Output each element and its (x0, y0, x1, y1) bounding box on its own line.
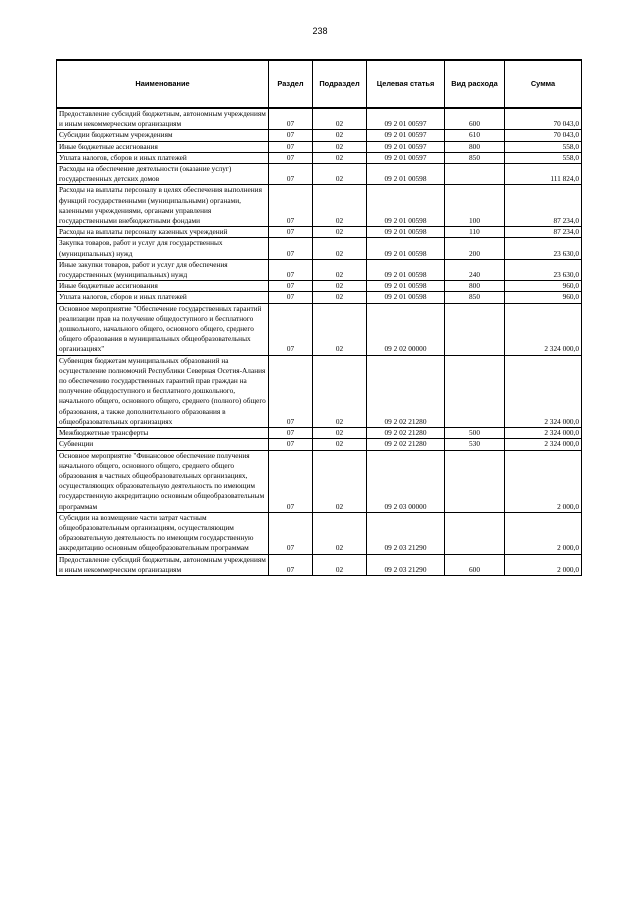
cell-target-article: 09 2 01 00598 (367, 281, 445, 292)
cell-section: 07 (269, 450, 313, 512)
header-expense-kind: Вид расхода (445, 60, 505, 108)
cell-subsection: 02 (313, 185, 367, 227)
cell-name: Субсидии на возмещение части затрат частным общеобразовательным организациям, осуществляющим образовательную деятельность по имеющим государственную аккредитацию основным общеобразовательным программам (57, 512, 269, 554)
cell-target-article: 09 2 03 00000 (367, 450, 445, 512)
table-row (57, 554, 582, 575)
cell-target-article: 09 2 01 00597 (367, 108, 445, 130)
cell-subsection: 02 (313, 281, 367, 292)
cell-subsection: 02 (313, 152, 367, 163)
header-sum: Сумма (505, 60, 582, 108)
table-row (57, 130, 582, 141)
header-name: Наименование (57, 60, 269, 108)
cell-subsection: 02 (313, 439, 367, 450)
cell-sum: 23 630,0 (505, 238, 582, 259)
cell-sum: 111 824,0 (505, 164, 582, 185)
cell-target-article: 09 2 01 00598 (367, 292, 445, 303)
budget-table (56, 59, 582, 576)
cell-section: 07 (269, 130, 313, 141)
cell-subsection: 02 (313, 259, 367, 280)
cell-subsection: 02 (313, 292, 367, 303)
cell-target-article: 09 2 03 21290 (367, 554, 445, 575)
cell-section: 07 (269, 259, 313, 280)
table-row (57, 141, 582, 152)
table-row (57, 227, 582, 238)
cell-section: 07 (269, 152, 313, 163)
cell-sum: 558,0 (505, 141, 582, 152)
cell-target-article: 09 2 03 21290 (367, 512, 445, 554)
header-section: Раздел (269, 60, 313, 108)
cell-name: Расходы на выплаты персоналу в целях обеспечения выполнения функций государственными (муниципальными) органами, казенными учреждениями, органами управления государственными внебюджетными фондами (57, 185, 269, 227)
cell-name: Предоставление субсидий бюджетным, автономным учреждениям и иным некоммерческим организациям (57, 108, 269, 130)
cell-name: Уплата налогов, сборов и иных платежей (57, 152, 269, 163)
cell-section: 07 (269, 554, 313, 575)
cell-sum: 2 324 000,0 (505, 428, 582, 439)
cell-expense-kind: 110 (445, 227, 505, 238)
cell-sum: 70 043,0 (505, 108, 582, 130)
cell-expense-kind: 600 (445, 554, 505, 575)
cell-sum: 87 234,0 (505, 227, 582, 238)
cell-sum: 960,0 (505, 281, 582, 292)
cell-subsection: 02 (313, 141, 367, 152)
cell-subsection: 02 (313, 238, 367, 259)
table-row (57, 292, 582, 303)
table-row (57, 108, 582, 130)
cell-expense-kind: 800 (445, 141, 505, 152)
cell-sum: 960,0 (505, 292, 582, 303)
cell-section: 07 (269, 439, 313, 450)
cell-name: Основное мероприятие "Финансовое обеспечение получения начального общего, основного общего, среднего общего образования в частных общеобразовательных организациях, осуществляющих образовательную деятельность по имеющим государственную аккредитацию основным общеобразовательным программам (57, 450, 269, 512)
cell-target-article: 09 2 01 00598 (367, 164, 445, 185)
cell-expense-kind (445, 355, 505, 427)
table-row (57, 238, 582, 259)
cell-section: 07 (269, 108, 313, 130)
cell-target-article: 09 2 01 00598 (367, 185, 445, 227)
table-row (57, 281, 582, 292)
table-row (57, 439, 582, 450)
cell-expense-kind: 530 (445, 439, 505, 450)
cell-target-article: 09 2 02 21280 (367, 355, 445, 427)
cell-sum: 23 630,0 (505, 259, 582, 280)
cell-subsection: 02 (313, 428, 367, 439)
cell-subsection: 02 (313, 164, 367, 185)
cell-target-article: 09 2 02 00000 (367, 303, 445, 355)
cell-name: Субвенции (57, 439, 269, 450)
cell-subsection: 02 (313, 227, 367, 238)
cell-name: Межбюджетные трансферты (57, 428, 269, 439)
cell-subsection: 02 (313, 303, 367, 355)
cell-name: Расходы на выплаты персоналу казенных учреждений (57, 227, 269, 238)
cell-target-article: 09 2 01 00597 (367, 152, 445, 163)
cell-sum: 87 234,0 (505, 185, 582, 227)
cell-sum: 2 000,0 (505, 450, 582, 512)
cell-expense-kind: 500 (445, 428, 505, 439)
cell-name: Субсидии бюджетным учреждениям (57, 130, 269, 141)
cell-section: 07 (269, 238, 313, 259)
cell-expense-kind: 800 (445, 281, 505, 292)
table-header-row (57, 60, 582, 108)
cell-name: Иные закупки товаров, работ и услуг для обеспечения государственных (муниципальных) нужд (57, 259, 269, 280)
cell-target-article: 09 2 01 00598 (367, 227, 445, 238)
cell-expense-kind: 240 (445, 259, 505, 280)
cell-expense-kind: 610 (445, 130, 505, 141)
table-row (57, 259, 582, 280)
cell-name: Иные бюджетные ассигнования (57, 141, 269, 152)
table-row (57, 152, 582, 163)
cell-sum: 2 324 000,0 (505, 439, 582, 450)
cell-name: Субвенция бюджетам муниципальных образований на осуществление полномочий Республики Северная Осетия-Алания по обеспечению государственных гарантий прав граждан на получение общедоступного и бесплатного дошкольного, начального общего, основного общего, среднего (полного) общего образования, а также дополнительного образования в общеобразовательных организациях (57, 355, 269, 427)
cell-section: 07 (269, 512, 313, 554)
table-row (57, 450, 582, 512)
cell-subsection: 02 (313, 355, 367, 427)
cell-sum: 2 000,0 (505, 554, 582, 575)
cell-name: Основное мероприятие "Обеспечение государственных гарантий реализации прав на получение общедоступного и бесплатного дошкольного, начального общего, основного общего, среднего общего образования в муниципальных общеобразовательных организациях" (57, 303, 269, 355)
cell-section: 07 (269, 303, 313, 355)
cell-target-article: 09 2 02 21280 (367, 439, 445, 450)
cell-sum: 2 324 000,0 (505, 355, 582, 427)
cell-section: 07 (269, 185, 313, 227)
cell-section: 07 (269, 281, 313, 292)
cell-name: Уплата налогов, сборов и иных платежей (57, 292, 269, 303)
cell-expense-kind: 850 (445, 152, 505, 163)
cell-section: 07 (269, 292, 313, 303)
cell-section: 07 (269, 164, 313, 185)
cell-subsection: 02 (313, 450, 367, 512)
table-row (57, 185, 582, 227)
cell-expense-kind: 850 (445, 292, 505, 303)
header-subsection: Подраздел (313, 60, 367, 108)
table-row (57, 355, 582, 427)
cell-expense-kind (445, 303, 505, 355)
cell-expense-kind: 600 (445, 108, 505, 130)
cell-subsection: 02 (313, 554, 367, 575)
cell-target-article: 09 2 01 00597 (367, 130, 445, 141)
table-row (57, 512, 582, 554)
table-row (57, 428, 582, 439)
cell-subsection: 02 (313, 108, 367, 130)
cell-subsection: 02 (313, 130, 367, 141)
cell-sum: 2 000,0 (505, 512, 582, 554)
cell-sum: 2 324 000,0 (505, 303, 582, 355)
cell-expense-kind (445, 450, 505, 512)
cell-name: Закупка товаров, работ и услуг для государственных (муниципальных) нужд (57, 238, 269, 259)
cell-target-article: 09 2 01 00598 (367, 259, 445, 280)
cell-section: 07 (269, 355, 313, 427)
page-number: 238 (312, 26, 328, 36)
header-target-article: Целевая статья (367, 60, 445, 108)
cell-subsection: 02 (313, 512, 367, 554)
cell-section: 07 (269, 141, 313, 152)
cell-section: 07 (269, 227, 313, 238)
cell-expense-kind (445, 164, 505, 185)
cell-name: Иные бюджетные ассигнования (57, 281, 269, 292)
cell-sum: 558,0 (505, 152, 582, 163)
cell-target-article: 09 2 01 00598 (367, 238, 445, 259)
cell-expense-kind: 100 (445, 185, 505, 227)
cell-target-article: 09 2 02 21280 (367, 428, 445, 439)
cell-expense-kind (445, 512, 505, 554)
cell-expense-kind: 200 (445, 238, 505, 259)
table-row (57, 303, 582, 355)
cell-section: 07 (269, 428, 313, 439)
table-row (57, 164, 582, 185)
cell-sum: 70 043,0 (505, 130, 582, 141)
cell-name: Расходы на обеспечение деятельности (оказание услуг) государственных детских домов (57, 164, 269, 185)
cell-name: Предоставление субсидий бюджетным, автономным учреждениям и иным некоммерческим организациям (57, 554, 269, 575)
cell-target-article: 09 2 01 00597 (367, 141, 445, 152)
